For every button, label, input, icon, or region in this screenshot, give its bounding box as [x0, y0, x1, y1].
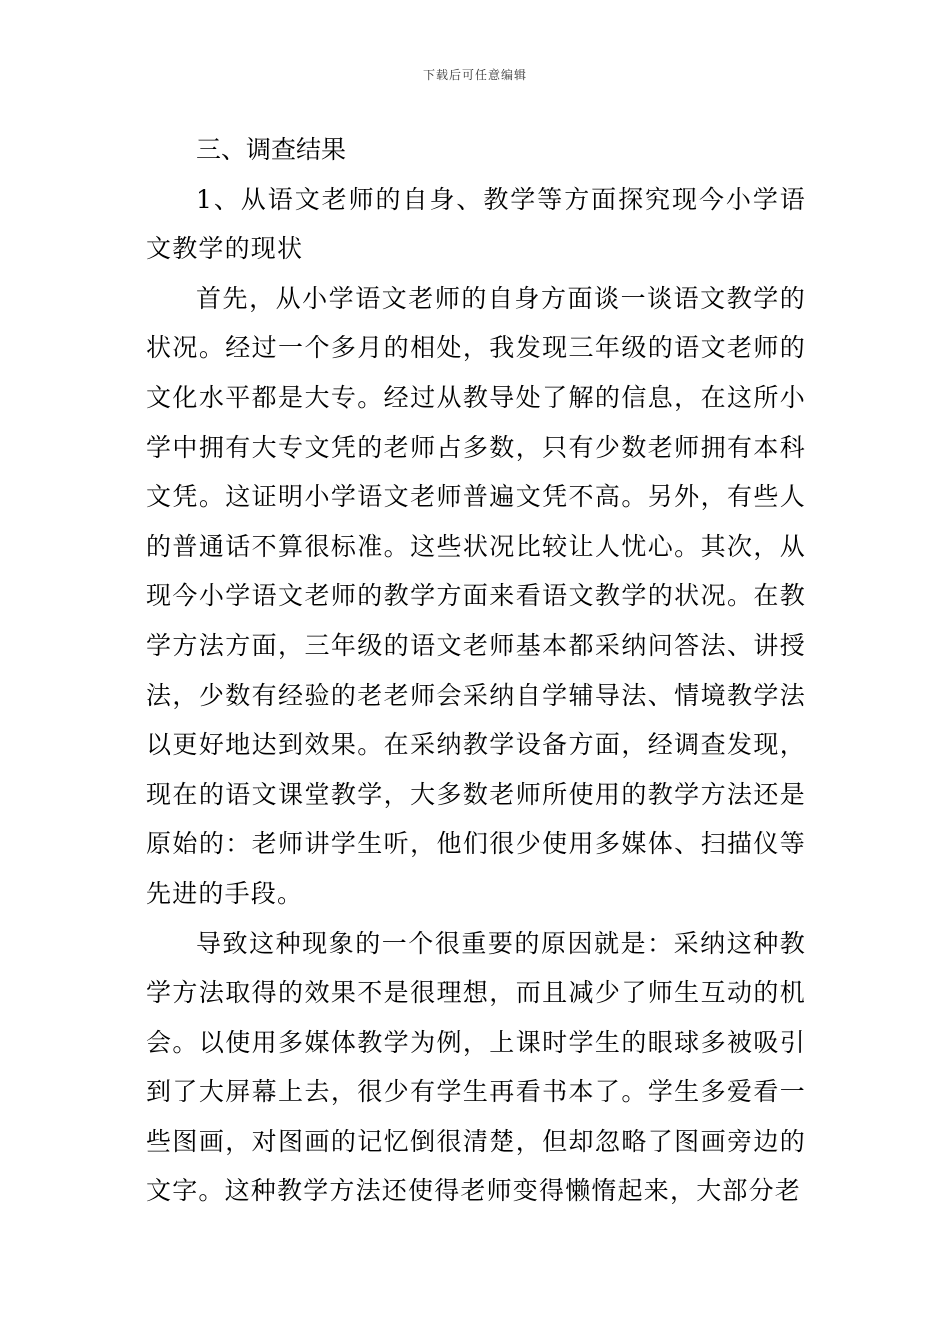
download-note: 下载后可任意编辑: [422, 68, 527, 82]
document-body: [146, 125, 806, 1216]
paragraph-current-status: 首先，从小学语文老师的自身方面谈一谈语文教学的状况。经过一个多月的相处，我发现三年级的语文老师的文化水平都是大专。经过从教导处了解的信息，在这所小学中拥有大专文凭的老师占多数，只有少数老师拥有本科文凭。这证明小学语文老师普遍文凭不高。另外，有些人的普通话不算很标准。这些状况比较让人忧心。其次，从现今小学语文老师的教学方面来看语文教学的状况。在教学方法方面，三年级的语文老师基本都采纳问答法、讲授法，少数有经验的老老师会采纳自学辅导法、情境教学法以更好地达到效果。在采纳教学设备方面，经调查发现，现在的语文课堂教学，大多数老师所使用的教学方法还是原始的：老师讲学生听，他们很少使用多媒体、扫描仪等先进的手段。: [146, 283, 806, 908]
paragraph-cause-analysis: 导致这种现象的一个很重要的原因就是：采纳这种教学方法取得的效果不是很理想，而且减少了师生互动的机会。以使用多媒体教学为例，上课时学生的眼球多被吸引到了大屏幕上去，很少有学生再看书本了。学生多爱看一些图画，对图画的记忆倒很清楚，但却忽略了图画旁边的文字。这种教学方法还使得老师变得懒惰起来，大部分老: [146, 928, 806, 1206]
section-title: 三、调查结果: [196, 135, 347, 164]
subsection-title: 1、从语文老师的自身、教学等方面探究现今小学语文教学的现状: [146, 184, 806, 264]
